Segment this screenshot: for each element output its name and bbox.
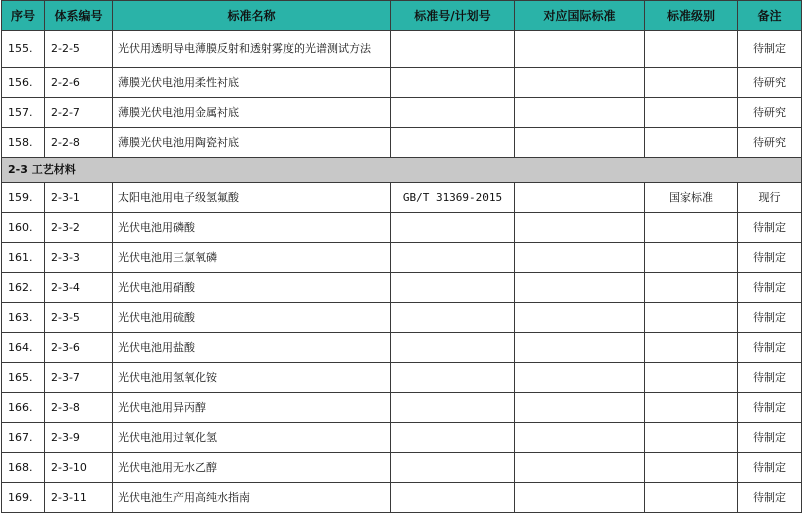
cell-std	[391, 393, 515, 423]
cell-note: 待制定	[738, 273, 802, 303]
cell-name: 光伏电池用无水乙醇	[113, 453, 391, 483]
table-row	[2, 363, 802, 393]
header-name: 标准名称	[113, 1, 391, 31]
cell-note: 待制定	[738, 243, 802, 273]
cell-note: 待制定	[738, 31, 802, 68]
cell-no: 158.	[2, 128, 45, 158]
cell-std	[391, 303, 515, 333]
cell-intl	[515, 213, 645, 243]
cell-no: 166.	[2, 393, 45, 423]
cell-intl	[515, 453, 645, 483]
cell-std	[391, 423, 515, 453]
cell-no: 160.	[2, 213, 45, 243]
cell-no: 169.	[2, 483, 45, 513]
cell-no: 162.	[2, 273, 45, 303]
cell-note: 待制定	[738, 333, 802, 363]
cell-note: 待制定	[738, 213, 802, 243]
cell-code: 2-3-8	[45, 393, 113, 423]
cell-no: 155.	[2, 31, 45, 68]
cell-name: 薄膜光伏电池用柔性衬底	[113, 68, 391, 98]
cell-level	[645, 243, 738, 273]
cell-note: 待制定	[738, 423, 802, 453]
cell-name: 薄膜光伏电池用陶瓷衬底	[113, 128, 391, 158]
cell-code: 2-3-10	[45, 453, 113, 483]
cell-std	[391, 128, 515, 158]
table-row	[2, 243, 802, 273]
cell-std	[391, 68, 515, 98]
cell-intl	[515, 98, 645, 128]
header-code: 体系编号	[45, 1, 113, 31]
cell-intl	[515, 363, 645, 393]
cell-std: GB/T 31369-2015	[391, 183, 515, 213]
cell-level	[645, 363, 738, 393]
cell-level	[645, 31, 738, 68]
table-row	[2, 68, 802, 98]
cell-name: 光伏电池用氢氧化铵	[113, 363, 391, 393]
table-row	[2, 183, 802, 213]
cell-name: 光伏电池用盐酸	[113, 333, 391, 363]
cell-name: 光伏电池用过氧化氢	[113, 423, 391, 453]
cell-note: 现行	[738, 183, 802, 213]
table-row	[2, 98, 802, 128]
cell-code: 2-2-5	[45, 31, 113, 68]
cell-no: 168.	[2, 453, 45, 483]
table-header-row	[2, 1, 802, 31]
cell-name: 光伏电池用异丙醇	[113, 393, 391, 423]
cell-name: 光伏用透明导电薄膜反射和透射雾度的光谱测试方法	[113, 31, 391, 68]
cell-note: 待制定	[738, 303, 802, 333]
cell-code: 2-3-3	[45, 243, 113, 273]
cell-intl	[515, 333, 645, 363]
cell-note: 待制定	[738, 483, 802, 513]
table-row	[2, 483, 802, 513]
cell-code: 2-3-6	[45, 333, 113, 363]
cell-code: 2-3-7	[45, 363, 113, 393]
cell-intl	[515, 303, 645, 333]
cell-intl	[515, 31, 645, 68]
header-level: 标准级别	[645, 1, 738, 31]
cell-name: 薄膜光伏电池用金属衬底	[113, 98, 391, 128]
cell-name: 光伏电池用硝酸	[113, 273, 391, 303]
cell-std	[391, 483, 515, 513]
cell-level: 国家标准	[645, 183, 738, 213]
cell-note: 待制定	[738, 363, 802, 393]
cell-intl	[515, 273, 645, 303]
cell-code: 2-2-6	[45, 68, 113, 98]
cell-name: 光伏电池用磷酸	[113, 213, 391, 243]
cell-code: 2-2-8	[45, 128, 113, 158]
table-row	[2, 303, 802, 333]
table-row	[2, 273, 802, 303]
cell-code: 2-3-1	[45, 183, 113, 213]
table-row	[2, 128, 802, 158]
section-row	[2, 158, 802, 183]
table-body	[2, 31, 802, 513]
cell-note: 待研究	[738, 68, 802, 98]
header-intl: 对应国际标准	[515, 1, 645, 31]
cell-note: 待制定	[738, 393, 802, 423]
cell-intl	[515, 128, 645, 158]
cell-note: 待研究	[738, 128, 802, 158]
table-row	[2, 393, 802, 423]
table-row	[2, 453, 802, 483]
cell-no: 164.	[2, 333, 45, 363]
section-label: 2-3 工艺材料	[2, 158, 802, 183]
cell-intl	[515, 243, 645, 273]
cell-code: 2-3-11	[45, 483, 113, 513]
cell-name: 光伏电池用三氯氧磷	[113, 243, 391, 273]
standards-table	[1, 0, 802, 513]
cell-intl	[515, 183, 645, 213]
cell-std	[391, 98, 515, 128]
cell-no: 165.	[2, 363, 45, 393]
cell-std	[391, 243, 515, 273]
cell-level	[645, 453, 738, 483]
header-no: 序号	[2, 1, 45, 31]
cell-intl	[515, 393, 645, 423]
cell-name: 光伏电池生产用高纯水指南	[113, 483, 391, 513]
cell-no: 159.	[2, 183, 45, 213]
table-row	[2, 423, 802, 453]
cell-std	[391, 363, 515, 393]
cell-no: 163.	[2, 303, 45, 333]
cell-code: 2-2-7	[45, 98, 113, 128]
cell-level	[645, 303, 738, 333]
cell-level	[645, 333, 738, 363]
cell-no: 161.	[2, 243, 45, 273]
cell-note: 待研究	[738, 98, 802, 128]
cell-intl	[515, 483, 645, 513]
cell-level	[645, 68, 738, 98]
cell-name: 光伏电池用硫酸	[113, 303, 391, 333]
cell-no: 156.	[2, 68, 45, 98]
cell-no: 157.	[2, 98, 45, 128]
cell-no: 167.	[2, 423, 45, 453]
cell-note: 待制定	[738, 453, 802, 483]
cell-intl	[515, 423, 645, 453]
table-row	[2, 31, 802, 68]
cell-level	[645, 213, 738, 243]
cell-level	[645, 393, 738, 423]
cell-std	[391, 333, 515, 363]
header-std: 标准号/计划号	[391, 1, 515, 31]
cell-level	[645, 98, 738, 128]
cell-code: 2-3-4	[45, 273, 113, 303]
cell-code: 2-3-2	[45, 213, 113, 243]
table-row	[2, 213, 802, 243]
cell-level	[645, 423, 738, 453]
cell-std	[391, 273, 515, 303]
cell-std	[391, 31, 515, 68]
cell-level	[645, 128, 738, 158]
table-row	[2, 333, 802, 363]
cell-std	[391, 213, 515, 243]
header-note: 备注	[738, 1, 802, 31]
cell-intl	[515, 68, 645, 98]
cell-name: 太阳电池用电子级氢氟酸	[113, 183, 391, 213]
cell-code: 2-3-5	[45, 303, 113, 333]
cell-level	[645, 483, 738, 513]
cell-std	[391, 453, 515, 483]
cell-level	[645, 273, 738, 303]
cell-code: 2-3-9	[45, 423, 113, 453]
